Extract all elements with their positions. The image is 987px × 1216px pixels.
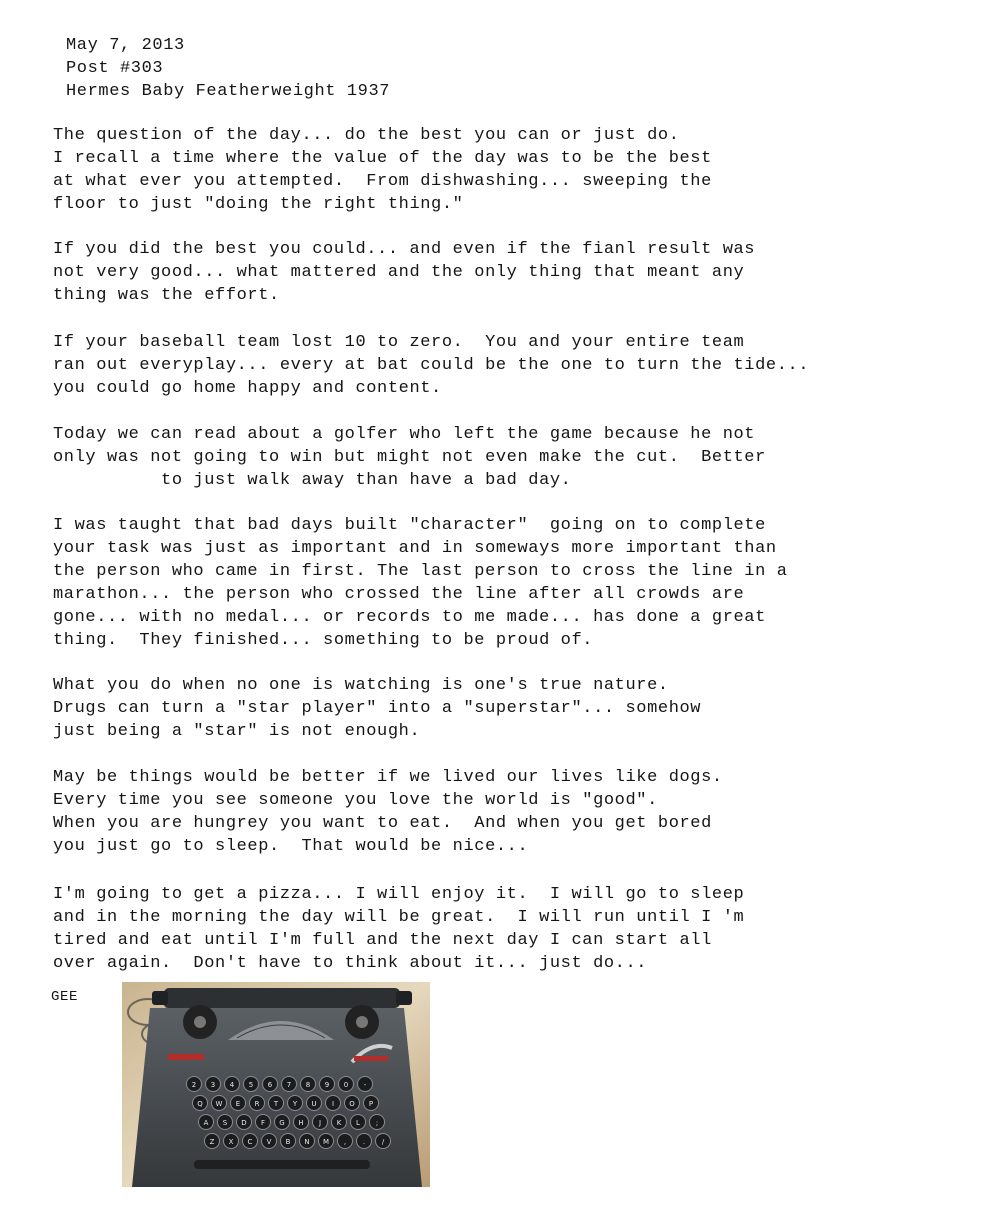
key-label: , bbox=[343, 1138, 347, 1146]
typewriter-key bbox=[281, 1134, 296, 1149]
key-label: G bbox=[279, 1119, 285, 1127]
key-label: 6 bbox=[267, 1081, 273, 1089]
key-label: O bbox=[349, 1100, 355, 1108]
key-label: I bbox=[331, 1100, 335, 1108]
typewriter-key bbox=[205, 1134, 220, 1149]
key-label: S bbox=[222, 1119, 228, 1127]
key-label: R bbox=[254, 1100, 260, 1108]
key-label: 2 bbox=[191, 1081, 197, 1089]
key-label: E bbox=[235, 1100, 241, 1108]
typewriter-key bbox=[357, 1134, 372, 1149]
key-label: 8 bbox=[305, 1081, 311, 1089]
typewriter-key bbox=[256, 1115, 271, 1130]
typewriter-key bbox=[345, 1096, 360, 1111]
key-label: W bbox=[215, 1100, 223, 1108]
typewriter-key bbox=[294, 1115, 309, 1130]
typewriter-key bbox=[320, 1077, 335, 1092]
typewriter-key bbox=[307, 1096, 322, 1111]
paragraph-1: The question of the day... do the best you can or just do. I recall a time where the value of the day was to be the best at what ever you attempted. From dishwashing... sweeping the floor to just "doing the right thing." bbox=[53, 126, 712, 214]
key-label: 5 bbox=[248, 1081, 254, 1089]
typewriter-key bbox=[206, 1077, 221, 1092]
typewriter-key bbox=[370, 1115, 385, 1130]
typewriter-key bbox=[358, 1077, 373, 1092]
typewriter-key bbox=[225, 1077, 240, 1092]
key-label: X bbox=[228, 1138, 234, 1146]
key-label: T bbox=[273, 1100, 279, 1108]
key-label: 9 bbox=[324, 1081, 330, 1089]
typewriter-key bbox=[218, 1115, 233, 1130]
typewriter-key bbox=[231, 1096, 246, 1111]
paragraph-2: If you did the best you could... and even if the fianl result was not very good... what mattered and the only thing that meant any thing was the effort. bbox=[53, 240, 756, 305]
typewriter-key bbox=[269, 1096, 284, 1111]
typewriter-key bbox=[376, 1134, 391, 1149]
typewriter-key bbox=[187, 1077, 202, 1092]
paragraph-4: Today we can read about a golfer who left the game because he not only was not going to win but might not even make the cut. Better to just walk away than have a bad day. bbox=[53, 425, 766, 490]
typewriter-key bbox=[332, 1115, 347, 1130]
key-label: A bbox=[203, 1119, 209, 1127]
typewriter-key bbox=[243, 1134, 258, 1149]
left-platen-knob bbox=[152, 991, 168, 1005]
typewriter-key bbox=[288, 1096, 303, 1111]
key-label: P bbox=[368, 1100, 374, 1108]
key-label: Z bbox=[209, 1138, 215, 1146]
typewriter-key bbox=[250, 1096, 265, 1111]
paragraph-8: I'm going to get a pizza... I will enjoy it. I will go to sleep and in the morning the day will be great. I will run until I 'm tired and eat until I'm full and the next day I can start all over again. Don't have to think about it... just do... bbox=[53, 885, 745, 973]
typewriter-key bbox=[300, 1134, 315, 1149]
paragraph-3: If your baseball team lost 10 to zero. You and your entire team ran out everyplay... every at bat could be the one to turn the tide... you could go home happy and content. bbox=[53, 333, 810, 398]
key-label: 7 bbox=[286, 1081, 292, 1089]
typewriter-key bbox=[262, 1134, 277, 1149]
key-label: J bbox=[318, 1119, 322, 1127]
typewriter-photo bbox=[122, 982, 430, 1187]
platen-roller bbox=[164, 988, 400, 1008]
typewriter-key bbox=[212, 1096, 227, 1111]
paragraph-6: What you do when no one is watching is one's true nature. Drugs can turn a "star player" into a "superstar"... somehow just being a "star" is not enough. bbox=[53, 676, 702, 741]
key-label: . bbox=[362, 1138, 366, 1146]
key-label: K bbox=[336, 1119, 342, 1127]
key-label: 3 bbox=[210, 1081, 216, 1089]
typewriter-key bbox=[263, 1077, 278, 1092]
typewriter-key bbox=[313, 1115, 328, 1130]
key-label: / bbox=[381, 1138, 385, 1146]
space-bar bbox=[194, 1160, 370, 1169]
typewriter-key bbox=[364, 1096, 379, 1111]
signature: GEE bbox=[51, 989, 79, 1005]
key-label: L bbox=[356, 1119, 360, 1127]
typewriter-key bbox=[282, 1077, 297, 1092]
key-label: ; bbox=[375, 1119, 379, 1127]
key-label: D bbox=[241, 1119, 247, 1127]
typewriter-key bbox=[338, 1134, 353, 1149]
key-label: 0 bbox=[343, 1081, 349, 1089]
key-label: F bbox=[260, 1119, 266, 1127]
typewriter-key bbox=[351, 1115, 366, 1130]
key-label: 4 bbox=[229, 1081, 235, 1089]
key-label: V bbox=[266, 1138, 272, 1146]
paragraph-5: I was taught that bad days built "character" going on to complete your task was just as important and in someways more important than the person who came in first. The last person to cross the line in a marathon... the person who crossed the line after all crowds are gone... with no medal... or records to me made... has done a great thing. They finished... something to be proud of. bbox=[53, 516, 788, 650]
typewriter-model: Hermes Baby Featherweight 1937 bbox=[66, 82, 391, 101]
typewriter-key bbox=[244, 1077, 259, 1092]
typewriter-key bbox=[339, 1077, 354, 1092]
typewriter-key bbox=[237, 1115, 252, 1130]
letter-date: May 7, 2013 bbox=[66, 36, 185, 55]
typewriter-key bbox=[224, 1134, 239, 1149]
typewriter-key bbox=[301, 1077, 316, 1092]
right-platen-knob bbox=[396, 991, 412, 1005]
key-label: N bbox=[304, 1138, 310, 1146]
brand-logo-mark bbox=[168, 1054, 204, 1060]
post-number: Post #303 bbox=[66, 59, 164, 78]
letter-header bbox=[66, 34, 390, 103]
typewriter-key bbox=[199, 1115, 214, 1130]
key-label: U bbox=[311, 1100, 317, 1108]
key-label: H bbox=[298, 1119, 304, 1127]
key-label: - bbox=[363, 1081, 367, 1089]
typewriter-key bbox=[319, 1134, 334, 1149]
key-label: C bbox=[247, 1138, 253, 1146]
typewriter-key bbox=[326, 1096, 341, 1111]
key-label: B bbox=[285, 1138, 291, 1146]
typewriter-key bbox=[193, 1096, 208, 1111]
key-label: M bbox=[322, 1138, 330, 1146]
key-label: Y bbox=[292, 1100, 298, 1108]
typewriter-key bbox=[275, 1115, 290, 1130]
key-label: Q bbox=[197, 1100, 203, 1108]
paragraph-7: May be things would be better if we lived our lives like dogs. Every time you see someone you love the world is "good". When you are hungrey you want to eat. And when you get bored you just go to sleep. That would be nice... bbox=[53, 768, 723, 856]
